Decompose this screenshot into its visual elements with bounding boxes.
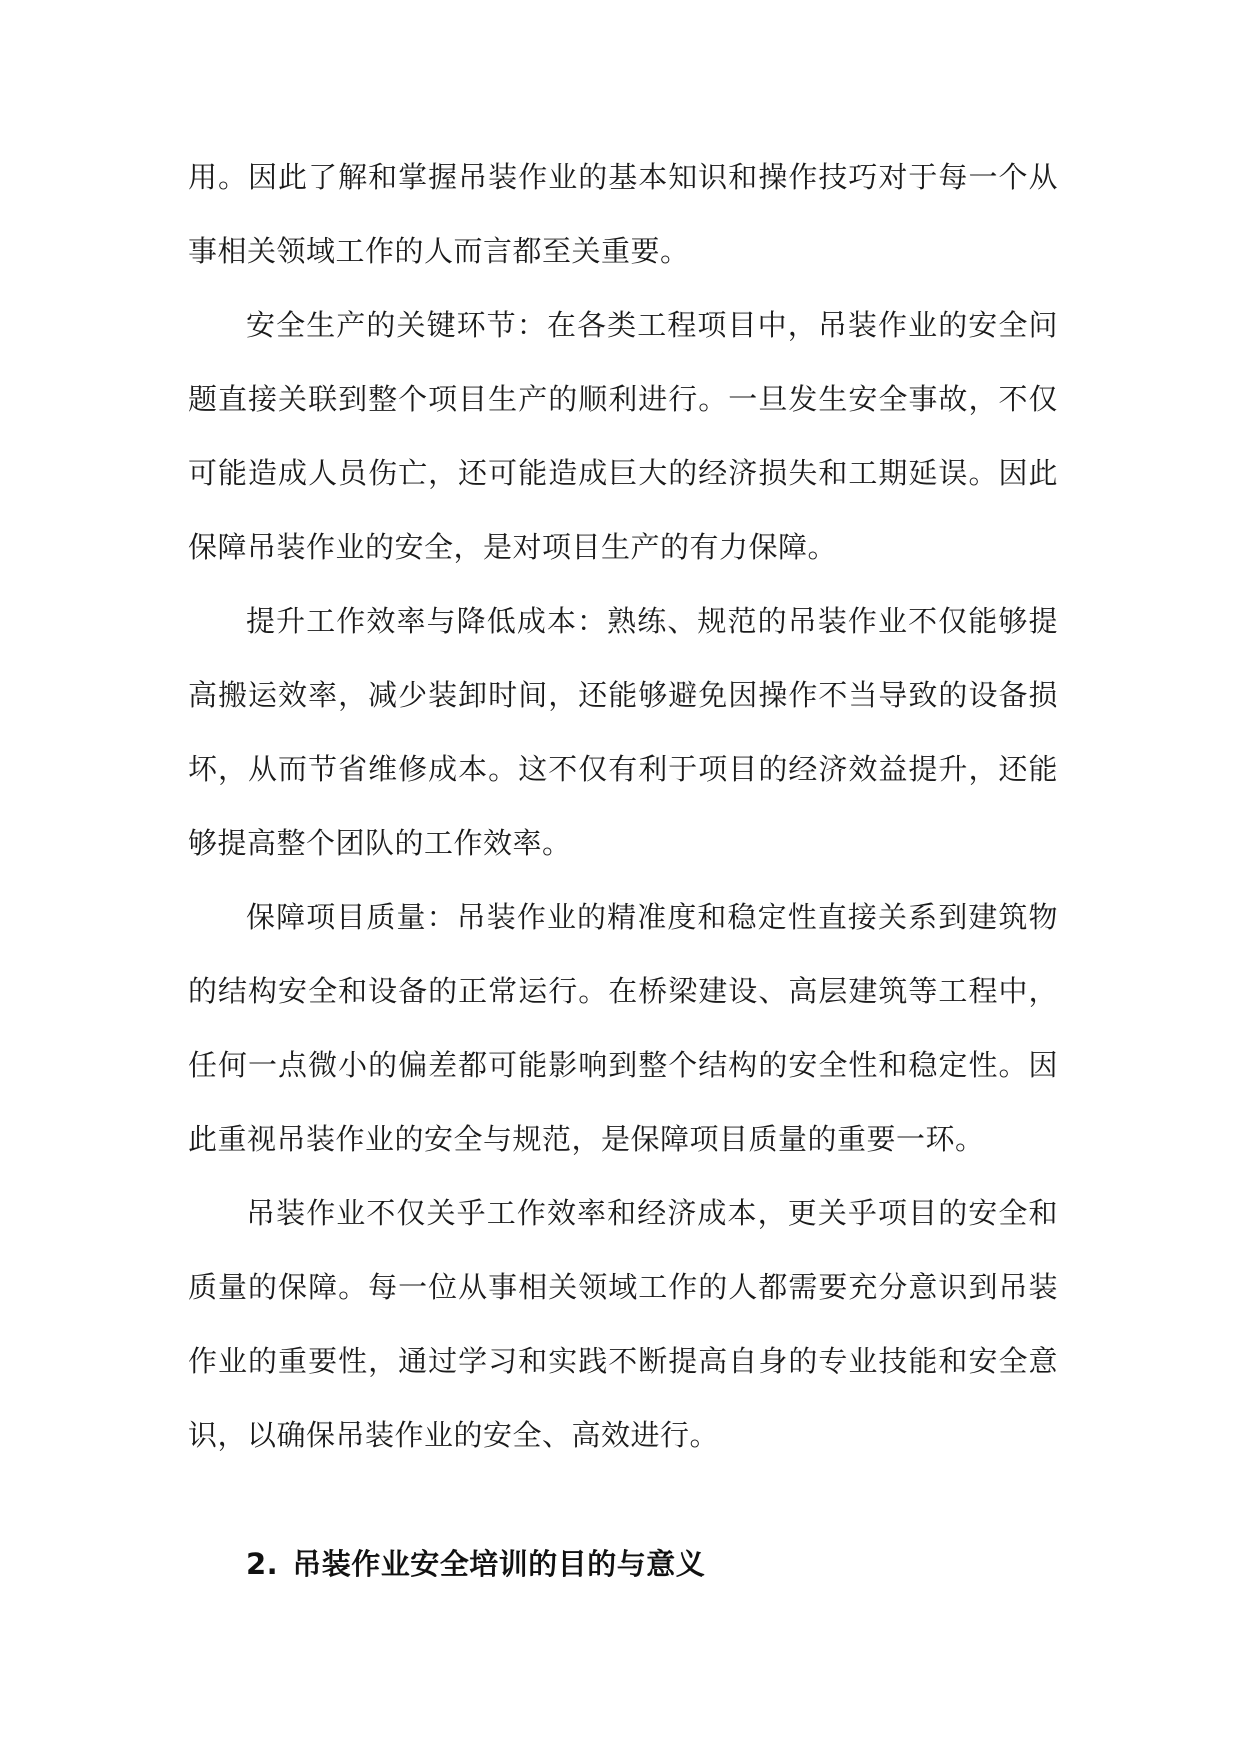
paragraph-continuation: 用。因此了解和掌握吊装作业的基本知识和操作技巧对于每一个从事相关领域工作的人而言都至关重要。 xyxy=(188,160,1058,268)
section-title: 吊装作业安全培训的目的与意义 xyxy=(292,1547,706,1581)
paragraph-summary: 吊装作业不仅关乎工作效率和经济成本，更关乎项目的安全和质量的保障。每一位从事相关领域工作的人都需要充分意识到吊装作业的重要性，通过学习和实践不断提高自身的专业技能和安全意识，以确保吊装作业的安全、高效进行。 xyxy=(188,1196,1058,1452)
document-body xyxy=(188,140,1058,1594)
section-heading xyxy=(188,1534,1058,1594)
paragraph-efficiency-cost: 提升工作效率与降低成本：熟练、规范的吊装作业不仅能够提高搬运效率，减少装卸时间，还能够避免因操作不当导致的设备损坏，从而节省维修成本。这不仅有利于项目的经济效益提升，还能够提高整个团队的工作效率。 xyxy=(188,604,1058,860)
paragraph-project-quality: 保障项目质量：吊装作业的精准度和稳定性直接关系到建筑物的结构安全和设备的正常运行。在桥梁建设、高层建筑等工程中，任何一点微小的偏差都可能影响到整个结构的安全性和稳定性。因此重视吊装作业的安全与规范，是保障项目质量的重要一环。 xyxy=(188,900,1058,1156)
paragraph-safety-production: 安全生产的关键环节：在各类工程项目中，吊装作业的安全问题直接关联到整个项目生产的顺利进行。一旦发生安全事故，不仅可能造成人员伤亡，还可能造成巨大的经济损失和工期延误。因此保障吊装作业的安全，是对项目生产的有力保障。 xyxy=(188,308,1058,564)
section-number: 2. xyxy=(246,1547,279,1581)
